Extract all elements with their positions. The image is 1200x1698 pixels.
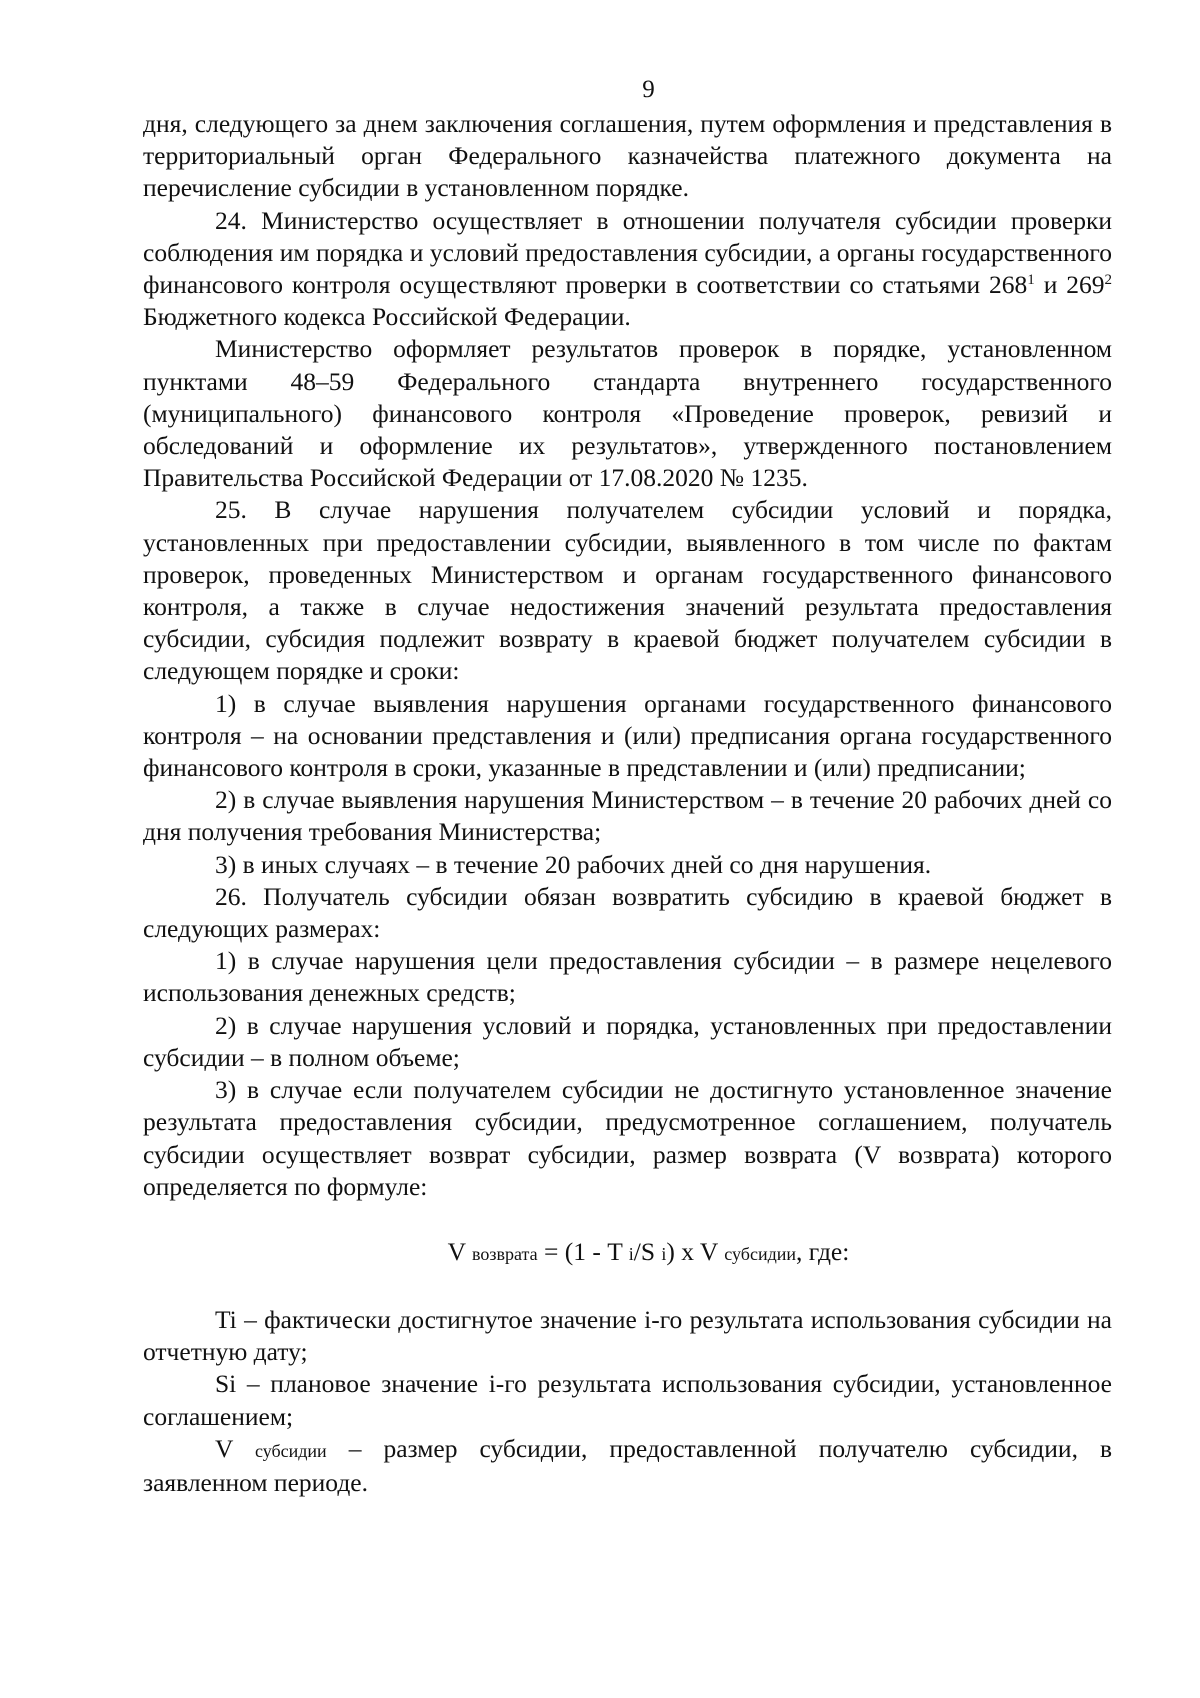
superscript-2: 2 bbox=[1104, 272, 1112, 289]
list-item-26-3: 3) в случае если получателем субсидии не достигнуто установленное значение результата предоставления субсидии, предусмотренное соглашением, получатель субсидии осуществляет возврат субсидии, размер возврата (V возврата) которого определяется по формуле: bbox=[143, 1075, 1112, 1201]
list-item-25-3: 3) в иных случаях – в течение 20 рабочих дней со дня нарушения. bbox=[215, 849, 932, 879]
list-item-26-2: 2) в случае нарушения условий и порядка, установленных при предоставлении субсидии – в полном объеме; bbox=[143, 1010, 1112, 1072]
paragraph-ministry-results: Министерство оформляет результатов проверок в порядке, установленном пунктами 48–59 Федерального стандарта внутреннего государственного (муниципального) финансового контроля «Проведение проверок, ревизий и обследований и оформление их результатов», утвержденного постановлением Правительства Российской Федерации от 17.08.2020 № 1235. bbox=[143, 334, 1112, 493]
paragraph-25: 25. В случае нарушения получателем субсидии условий и порядка, установленных при предоставлении субсидии, выявленного в том числе по фактам проверок, проведенных Министерством и органам государственного финансового контроля, а также в случае недостижения значений результата предоставления субсидии, субсидия подлежит возврату в краевой бюджет получателем субсидии в следующем порядке и сроки: bbox=[143, 495, 1112, 686]
formula-middle: = (1 - T bbox=[537, 1236, 629, 1266]
definition-v-subsidy bbox=[143, 1433, 1112, 1499]
return-formula bbox=[143, 1236, 1112, 1270]
paragraph-24-text-a: 24. Министерство осуществляет в отношении получателя субсидии проверки соблюдения им порядка и условий предоставления субсидии, а органы государственного финансового контроля осуществляют проверки в соответствии со статьями 268 bbox=[143, 205, 1112, 300]
formula-v-subscript: возврата bbox=[472, 1243, 538, 1264]
superscript-1: 1 bbox=[1027, 272, 1035, 289]
list-item-25-1: 1) в случае выявления нарушения органами государственного финансового контроля – на основании представления и (или) предписания органа государственного финансового контроля в сроки, указанные в представлении и (или) предписании; bbox=[143, 688, 1112, 783]
formula-t-subscript: i bbox=[628, 1243, 634, 1264]
formula-end: , где: bbox=[796, 1236, 850, 1266]
definition-v-subscript: субсидии bbox=[254, 1440, 327, 1461]
page-number: 9 bbox=[642, 76, 655, 103]
paragraph-24 bbox=[143, 205, 1112, 334]
list-item-25-2: 2) в случае выявления нарушения Министерством – в течение 20 рабочих дней со дня получения требования Министерства; bbox=[143, 785, 1112, 847]
formula-s-subscript: i bbox=[661, 1243, 667, 1264]
document-body bbox=[143, 108, 1112, 1499]
list-item-26-1: 1) в случае нарушения цели предоставления субсидии – в размере нецелевого использования денежных средств; bbox=[143, 946, 1112, 1008]
formula-division: /S bbox=[633, 1236, 662, 1266]
definition-si: Si – плановое значение i-го результата использования субсидии, установленное соглашением; bbox=[143, 1369, 1112, 1431]
definition-v-text: – размер субсидии, предоставленной получателю субсидии, в заявленном периоде. bbox=[143, 1433, 1112, 1497]
paragraph-26: 26. Получатель субсидии обязан возвратить субсидию в краевой бюджет в следующих размерах: bbox=[143, 881, 1112, 944]
definition-ti: Ti – фактически достигнутое значение i-го результата использования субсидии на отчетную дату; bbox=[143, 1304, 1112, 1367]
formula-rest: ) x V bbox=[666, 1236, 725, 1266]
formula-vs-subscript: субсидии bbox=[724, 1243, 796, 1264]
paragraph-continuation: дня, следующего за днем заключения соглашения, путем оформления и представления в территориальный орган Федерального казначейства платежного документа на перечисление субсидии в установленном порядке. bbox=[143, 109, 1112, 203]
paragraph-24-text-b: и 269 bbox=[1034, 270, 1105, 300]
definition-v-symbol: V bbox=[215, 1433, 255, 1463]
formula-v: V bbox=[447, 1236, 473, 1266]
paragraph-24-text-c: Бюджетного кодекса Российской Федерации. bbox=[143, 302, 631, 332]
